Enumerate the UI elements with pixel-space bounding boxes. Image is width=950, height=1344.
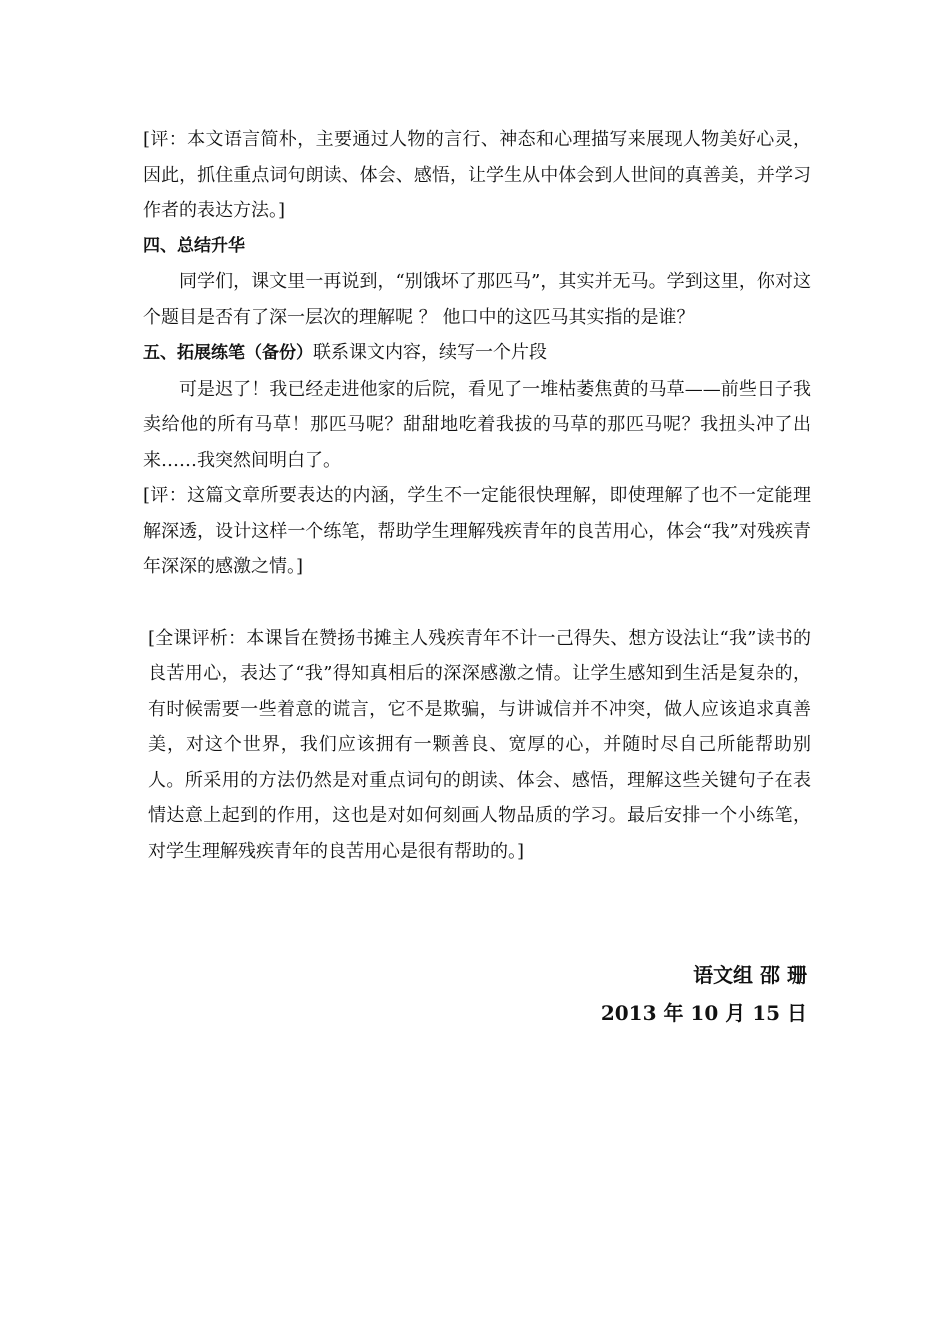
section-summary-text: 同学们，课文里一再说到，“别饿坏了那匹马”，其实并无马。学到这里，你对这个题目是否有了深一层次的理解呢 ？ 他口中的这匹马其实指的是谁？ (143, 271, 811, 328)
section-extension-text: 可是迟了！我已经走进他家的后院，看见了一堆枯萎焦黄的马草——前些日子我卖给他的所有马草！那匹马呢？甜甜地吃着我拔的马草的那匹马呢？我扭头冲了出来……我突然间明白了。 (143, 378, 811, 471)
section-extension-instruction: 联系课文内容，续写一个片段 (313, 342, 547, 363)
author-group: 语文组 邵 珊 (693, 963, 807, 987)
lesson-summary-comment: [全课评析：本课旨在赞扬书摊主人残疾青年不计一己得失、想方设法让“我”读书的良苦用心，表达了“我”得知真相后的深深感激之情。让学生感知到生活是复杂的，有时候需要一些着意的谎言，它不是欺骗，与讲诚信并不冲突，做人应该追求真善美，对这个世界，我们应该拥有一颗善良、宽厚的心，并随时尽自己所能帮助别人。所采用的方法仍然是对重点词句的朗读、体会、感悟，理解这些关键句子在表情达意上起到的作用，这也是对如何刻画人物品质的学习。最后安排一个小练笔，对学生理解残疾青年的良苦用心是很有帮助的。] (148, 627, 811, 862)
signature-block (601, 956, 807, 1032)
section-extension-line (143, 335, 811, 372)
section-heading-summary: 四、总结升华 (143, 235, 245, 256)
paragraph-spacer (143, 585, 811, 621)
section-heading-extension: 五、拓展练笔（备份） (143, 343, 313, 363)
teaching-comment-2: [评：这篇文章所要表达的内涵，学生不一定能很快理解，即使理解了也不一定能理解深透，设计这样一个练笔，帮助学生理解残疾青年的良苦用心，体会“我”对残疾青年深深的感激之情。] (143, 485, 811, 577)
document-date: 2013 年 10 月 15 日 (600, 1001, 807, 1025)
teaching-comment-1: [评：本文语言简朴，主要通过人物的言行、神态和心理描写来展现人物美好心灵，因此，抓住重点词句朗读、体会、感悟，让学生从中体会到人世间的真善美，并学习作者的表达方法。] (143, 129, 811, 221)
document-body (143, 122, 811, 869)
